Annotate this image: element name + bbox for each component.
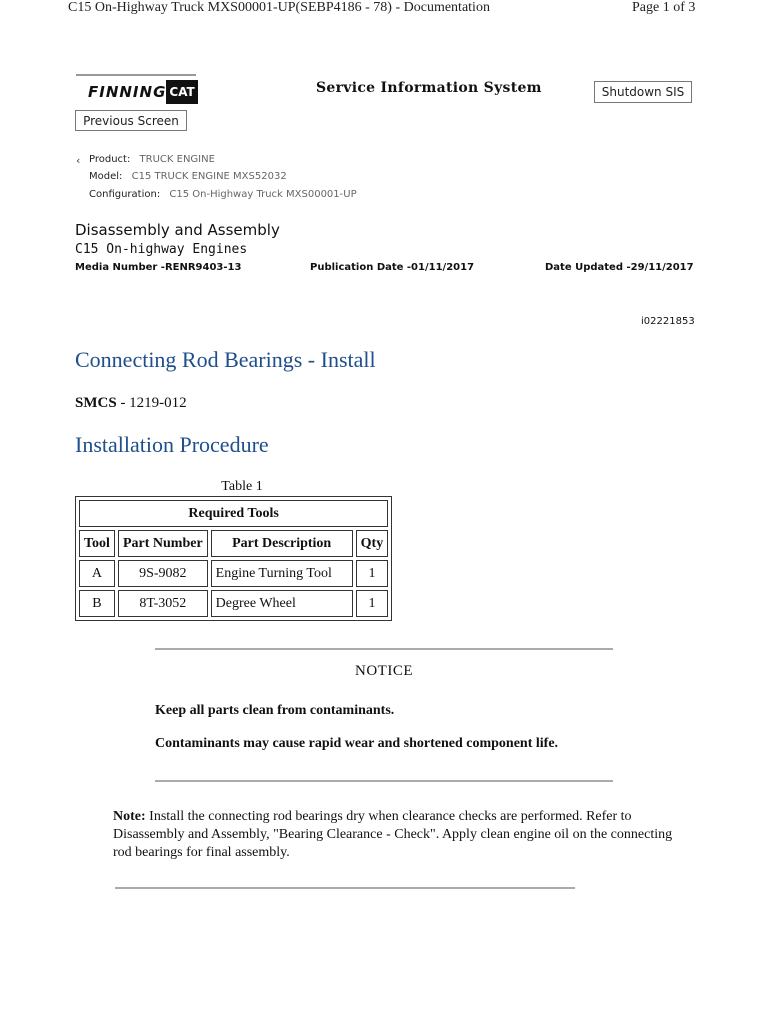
media-number: Media Number -RENR9403-13 [75,262,242,273]
table-row [79,590,388,617]
notice-line: Contaminants may cause rapid wear and shortened component life. [155,736,559,751]
product-row [89,154,215,165]
document-title: Disassembly and Assembly [75,221,280,239]
smcs-label: SMCS [75,395,117,411]
document-id: i02221853 [641,316,695,327]
table-title: Required Tools [79,500,388,527]
notice-line: Keep all parts clean from contaminants. [155,703,395,718]
product-value: TRUCK ENGINE [139,154,215,165]
shutdown-sis-button[interactable]: Shutdown SIS [594,81,692,103]
product-label: Product: [89,154,131,165]
column-header-tool: Tool [79,530,115,557]
notice-bottom-divider [155,780,613,782]
procedure-heading: Installation Procedure [75,432,269,457]
configuration-value: C15 On-Highway Truck MXS00001-UP [169,189,357,200]
model-value: C15 TRUCK ENGINE MXS52032 [131,171,287,182]
column-header-qty: Qty [356,530,389,557]
cell-qty: 1 [356,560,389,587]
notice-title: NOTICE [355,663,413,679]
document-header-title: C15 On-Highway Truck MXS00001-UP(SEBP4186 - 78) - Documentation [68,0,490,15]
sis-title: Service Information System [316,80,542,96]
footer-divider [115,887,575,889]
date-updated: Date Updated -29/11/2017 [545,262,694,273]
logo-text: FINNING [88,83,167,101]
publication-date: Publication Date -01/11/2017 [310,262,475,273]
column-header-part-number: Part Number [118,530,208,557]
table-caption: Table 1 [221,479,263,494]
table-header-row [79,530,388,557]
page-heading: Connecting Rod Bearings - Install [75,347,376,372]
cell-tool: B [79,590,115,617]
cat-badge: CAT [166,80,197,104]
model-row [89,171,287,182]
configuration-label: Configuration: [89,189,161,200]
page-indicator: Page 1 of 3 [632,0,696,15]
smcs-value: - 1219-012 [116,395,187,411]
model-label: Model: [89,171,123,182]
cell-part-number: 8T-3052 [118,590,208,617]
required-tools-table [75,496,392,621]
cell-part-number: 9S-9082 [118,560,208,587]
chevron-left-icon[interactable]: ‹ [76,154,81,167]
cell-tool: A [79,560,115,587]
note-label: Note: [113,809,146,824]
table-row [79,560,388,587]
finning-cat-logo [76,74,196,104]
cell-qty: 1 [356,590,389,617]
cell-part-description: Degree Wheel [211,590,353,617]
cell-part-description: Engine Turning Tool [211,560,353,587]
document-subtitle: C15 On-highway Engines [75,242,248,257]
note-paragraph [113,808,683,862]
column-header-part-description: Part Description [211,530,353,557]
smcs-code [75,395,187,412]
configuration-row [89,189,357,200]
previous-screen-button[interactable]: Previous Screen [75,110,187,131]
notice-top-divider [155,648,613,650]
note-text: Install the connecting rod bearings dry when clearance checks are performed. Refer to Disassembly and Assembly, "Bearing Clearance - Check". Apply clean engine oil on the connecting rod bearings for final assembly. [113,809,673,860]
